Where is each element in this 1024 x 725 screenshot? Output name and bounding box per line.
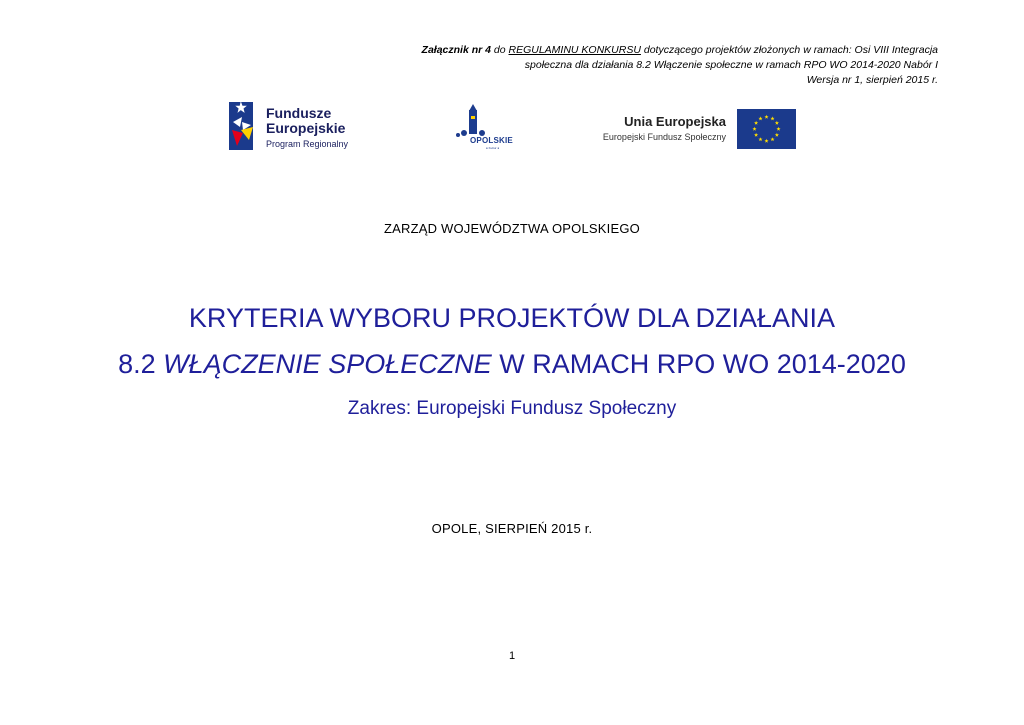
fe-title-line1: Fundusze <box>266 105 332 121</box>
opolskie-wordmark: OPOLSKIE <box>470 136 513 145</box>
logo-bar <box>0 100 1024 156</box>
attachment-note <box>298 43 938 88</box>
ue-title: Unia Europejska <box>624 114 726 129</box>
version-line: Wersja nr 1, sierpień 2015 r. <box>806 74 938 86</box>
document-title-line1: KRYTERIA WYBORU PROJEKTÓW DLA DZIAŁANIA <box>188 303 836 333</box>
eu-flag-icon <box>737 109 796 149</box>
attachment-note-line1 <box>298 43 938 58</box>
opolskie-tower-icon <box>454 104 494 138</box>
attachment-note-line2: społeczna dla działania 8.2 Włączenie społeczne w ramach RPO WO 2014-2020 Nabór I <box>524 59 938 71</box>
document-scope: Zakres: Europejski Fundusz Społeczny <box>347 398 677 419</box>
attachment-label: Załącznik nr 4 <box>421 44 491 56</box>
attachment-pre: do <box>490 44 509 56</box>
opolskie-logo <box>446 104 520 152</box>
fe-subtitle: Program Regionalny <box>266 139 349 149</box>
attachment-rest: dotyczącego projektów złożonych w ramach: Osi VIII Integracja <box>640 44 938 56</box>
document-title-line2 <box>0 349 1024 380</box>
page-number: 1 <box>508 650 516 662</box>
regulation-link[interactable]: REGULAMINU KONKURSU <box>508 44 641 56</box>
opolskie-tagline: ● Kultur ● <box>486 146 500 150</box>
ue-logo-text <box>600 114 726 143</box>
fe-title-line2: Europejskie <box>266 120 346 136</box>
title-measure-name: WŁĄCZENIE SPOŁECZNE <box>163 349 492 379</box>
place-date: OPOLE, SIERPIEŃ 2015 r. <box>431 521 593 536</box>
fe-emblem-icon <box>229 100 263 152</box>
issuer-board: ZARZĄD WOJEWÓDZTWA OPOLSKIEGO <box>384 221 640 236</box>
ue-fund-name: Europejski Fundusz Społeczny <box>602 132 726 142</box>
title-program: W RAMACH RPO WO 2014-2020 <box>491 349 906 379</box>
title-measure-number: 8.2 <box>118 349 164 379</box>
